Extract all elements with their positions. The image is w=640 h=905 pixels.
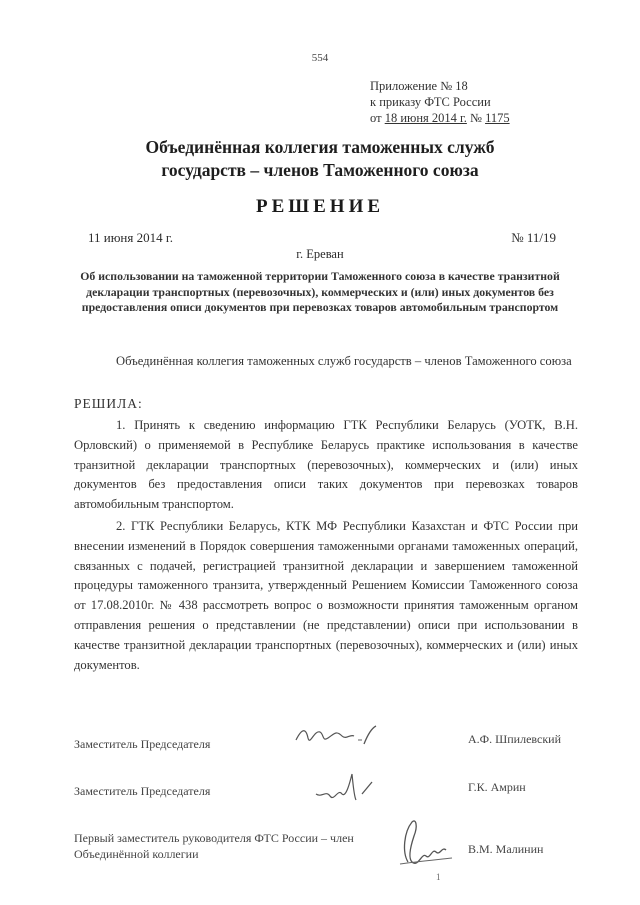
paragraph-1: 1. Принять к сведению информацию ГТК Республики Беларусь (УОТК, В.Н. Орловский) о применяемой в Республике Беларусь практике использования в качестве транзитной декларации транспортных (перевозочных), коммерческих и (или) иных документов без предоставления описи таких документов при перевозках товаров автомобильным транспортом. <box>74 418 578 512</box>
appendix-line-3 <box>370 110 510 126</box>
organization-line-1: Объединённая коллегия таможенных служб <box>145 137 495 157</box>
signature-2-name: Г.К. Амрин <box>468 780 526 794</box>
signature-1-role: Заместитель Председателя <box>74 737 211 751</box>
intro-paragraph: Объединённая коллегия таможенных служб государств – членов Таможенного союза <box>116 354 572 368</box>
resolved-heading: РЕШИЛА: <box>74 396 143 411</box>
organization-header <box>0 136 640 182</box>
signature-3-role: Первый заместитель руководителя ФТС России – член Объединённой коллегии <box>74 831 354 861</box>
decision-subject: Об использовании на таможенной территории Таможенного союза в качестве транзитной декларации транспортных (перевозочных), коммерческих и (или) иных документов без предоставления описи документов при перевозках товаров автомобильным транспортом <box>80 269 560 314</box>
appendix-date: 18 июня 2014 г. <box>384 111 467 125</box>
appendix-num-prefix: № <box>466 111 486 125</box>
bottom-mark: 1 <box>436 872 441 882</box>
appendix-block <box>370 78 510 126</box>
decision-number: № 11/19 <box>511 230 556 245</box>
document-title: РЕШЕНИЕ <box>255 196 385 217</box>
organization-line-2: государств – членов Таможенного союза <box>161 160 479 180</box>
signature-2-role: Заместитель Председателя <box>74 784 211 798</box>
signature-3-scribble <box>394 812 458 872</box>
appendix-line-1: Приложение № 18 <box>370 79 468 93</box>
page-number: 554 <box>311 52 329 64</box>
signature-1-scribble <box>292 720 388 750</box>
decision-city: г. Ереван <box>296 247 344 261</box>
appendix-line-2: к приказу ФТС России <box>370 95 491 109</box>
signature-1-name: А.Ф. Шпилевский <box>468 732 562 746</box>
signature-2-scribble <box>312 768 382 808</box>
paragraph-2: 2. ГТК Республики Беларусь, КТК МФ Республики Казахстан и ФТС России при внесении изменений в Порядок совершения таможенными органами таможенных операций, связанных с подачей, регистрацией транзитной декларации и завершением таможенной процедуры таможенного транзита, утвержденный Решением Комиссии Таможенного союза от 17.08.2010г. № 438 рассмотреть вопрос о возможности принятия таможенным органом отправления решения о представлении (не представлении) описи при использовании в качестве транзитной декларации транспортных (перевозочных), коммерческих и (или) иных документов. <box>74 519 578 672</box>
signature-3-name: В.М. Малинин <box>468 842 544 856</box>
appendix-number: 1175 <box>485 111 510 125</box>
decision-date: 11 июня 2014 г. <box>88 230 173 245</box>
appendix-from: от <box>370 111 385 125</box>
